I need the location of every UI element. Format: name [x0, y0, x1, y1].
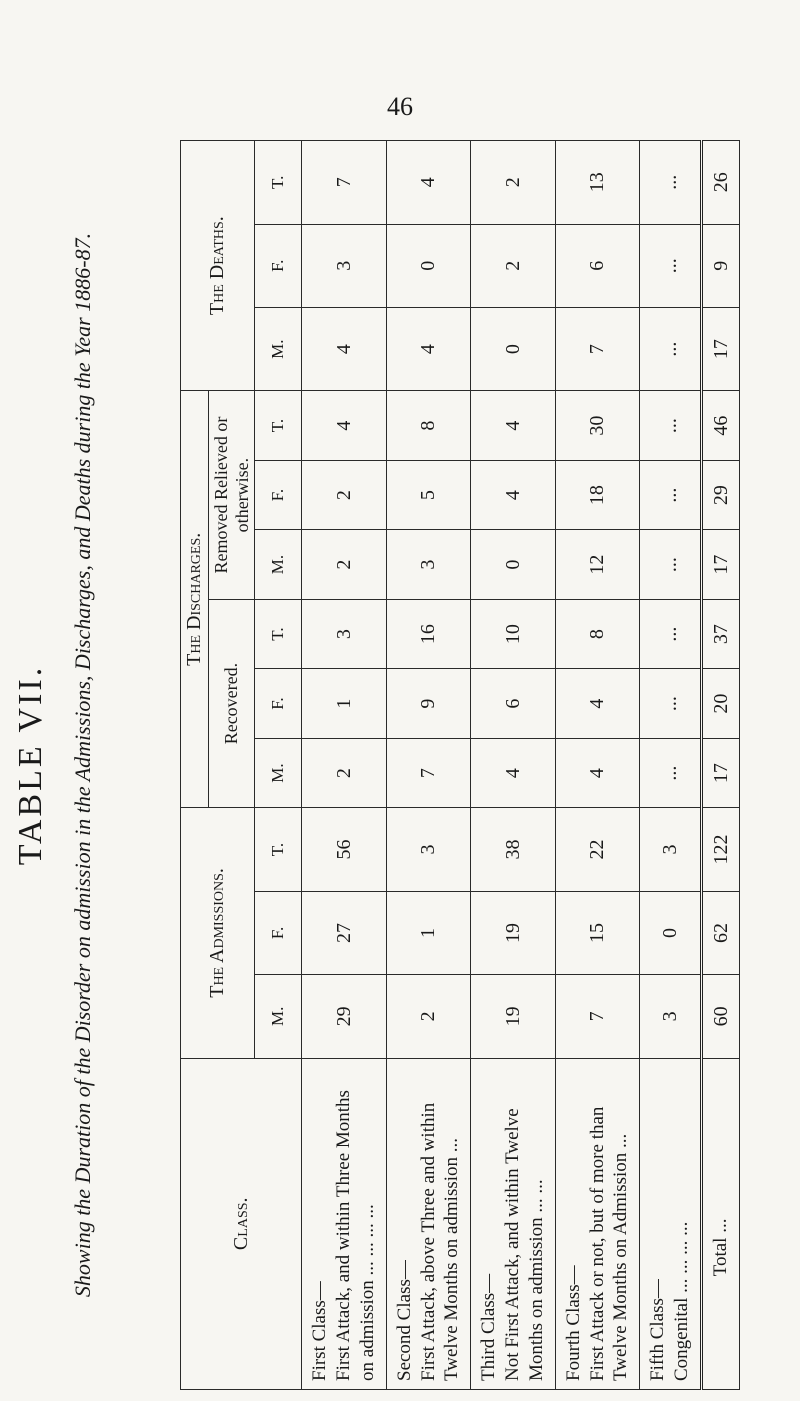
adm-f-total: 62 — [702, 891, 740, 974]
adm-m-total: 60 — [702, 975, 740, 1058]
rec-m-cell: 4 — [555, 738, 640, 808]
adm-f-cell: 19 — [471, 891, 556, 974]
adm-t-cell: 3 — [386, 808, 471, 891]
class-cell — [471, 1058, 556, 1389]
deaths-t-cell: 2 — [471, 141, 556, 225]
rem-f-cell: 4 — [471, 460, 556, 530]
class-title: Fifth Class— — [647, 1279, 669, 1381]
rec-f-cell: 9 — [386, 669, 471, 739]
deaths-t-header: T. — [255, 141, 302, 225]
rem-m-header: M. — [255, 530, 302, 600]
adm-t-total: 122 — [702, 808, 740, 891]
recovered-header: Recovered. — [209, 599, 255, 808]
rotated-table-region — [12, 140, 740, 1390]
total-row — [702, 141, 740, 1390]
deaths-m-total: 17 — [702, 307, 740, 390]
class-line: Months on admission ... ... — [525, 1179, 547, 1381]
deaths-t-cell: 4 — [386, 141, 471, 225]
adm-m-header: M. — [255, 975, 302, 1058]
rec-t-cell: ... — [640, 599, 702, 669]
adm-m-cell: 29 — [302, 975, 387, 1058]
rec-f-header: F. — [255, 669, 302, 739]
adm-f-cell: 27 — [302, 891, 387, 974]
table-row — [386, 141, 471, 1390]
rec-t-total: 37 — [702, 599, 740, 669]
deaths-f-total: 9 — [702, 224, 740, 307]
rec-t-cell: 8 — [555, 599, 640, 669]
deaths-t-total: 26 — [702, 141, 740, 225]
deaths-m-cell: 4 — [302, 307, 387, 390]
class-line: Twelve Months on Admission ... — [610, 1133, 632, 1381]
table-row — [302, 141, 387, 1390]
deaths-f-cell: 2 — [471, 224, 556, 307]
total-label: Total ... — [702, 1058, 740, 1389]
table-title: TABLE VII. — [12, 664, 49, 866]
rem-m-cell: 0 — [471, 530, 556, 600]
rec-t-header: T. — [255, 599, 302, 669]
adm-f-cell: 1 — [386, 891, 471, 974]
rec-t-cell: 16 — [386, 599, 471, 669]
rec-m-cell: ... — [640, 738, 702, 808]
table-row — [640, 141, 702, 1390]
class-title: Fourth Class— — [562, 1265, 584, 1381]
adm-m-cell: 3 — [640, 975, 702, 1058]
class-title: First Class— — [309, 1281, 331, 1381]
deaths-m-cell: 0 — [471, 307, 556, 390]
rem-t-header: T. — [255, 391, 302, 461]
class-header: Class. — [181, 1058, 302, 1389]
deaths-m-cell: 7 — [555, 307, 640, 390]
deaths-t-cell: 7 — [302, 141, 387, 225]
deaths-t-cell: ... — [640, 141, 702, 225]
class-line: Not First Attack, and within Twelve — [502, 1108, 524, 1381]
class-cell — [386, 1058, 471, 1389]
adm-t-cell: 56 — [302, 808, 387, 891]
table-row — [471, 141, 556, 1390]
deaths-m-cell: ... — [640, 307, 702, 390]
table-row — [555, 141, 640, 1390]
deaths-m-cell: 4 — [386, 307, 471, 390]
rem-t-total: 46 — [702, 391, 740, 461]
rem-t-cell: 4 — [471, 391, 556, 461]
deaths-f-cell: 6 — [555, 224, 640, 307]
adm-t-cell: 22 — [555, 808, 640, 891]
class-cell — [302, 1058, 387, 1389]
page-number: 46 — [387, 92, 413, 121]
adm-f-cell: 0 — [640, 891, 702, 974]
class-line: First Attack or not, but of more than — [586, 1106, 608, 1381]
rec-f-total: 20 — [702, 669, 740, 739]
rec-f-cell: 6 — [471, 669, 556, 739]
adm-m-cell: 19 — [471, 975, 556, 1058]
rem-f-cell: 18 — [555, 460, 640, 530]
rec-f-cell: ... — [640, 669, 702, 739]
class-line: Twelve Months on admission ... — [441, 1137, 463, 1381]
adm-m-cell: 2 — [386, 975, 471, 1058]
rem-t-cell: 8 — [386, 391, 471, 461]
adm-t-cell: 3 — [640, 808, 702, 891]
class-cell — [555, 1058, 640, 1389]
rem-m-cell: 12 — [555, 530, 640, 600]
deaths-t-cell: 13 — [555, 141, 640, 225]
rec-m-cell: 2 — [302, 738, 387, 808]
class-line: Congenital ... ... ... ... — [671, 1221, 693, 1381]
rem-m-total: 17 — [702, 530, 740, 600]
rec-m-total: 17 — [702, 738, 740, 808]
rec-m-header: M. — [255, 738, 302, 808]
rem-t-cell: 4 — [302, 391, 387, 461]
class-line: on admission ... ... ... ... — [356, 1204, 378, 1381]
class-title: Third Class— — [478, 1273, 500, 1381]
admissions-header: The Admissions. — [181, 808, 255, 1058]
rem-t-cell: 30 — [555, 391, 640, 461]
rec-m-cell: 7 — [386, 738, 471, 808]
rec-m-cell: 4 — [471, 738, 556, 808]
discharges-header: The Discharges. — [181, 391, 209, 808]
adm-f-cell: 15 — [555, 891, 640, 974]
adm-f-header: F. — [255, 891, 302, 974]
rem-f-total: 29 — [702, 460, 740, 530]
rem-f-cell: 2 — [302, 460, 387, 530]
deaths-f-header: F. — [255, 224, 302, 307]
rem-m-cell: 2 — [302, 530, 387, 600]
rec-f-cell: 1 — [302, 669, 387, 739]
statistics-table — [180, 140, 740, 1390]
table-subtitle: Showing the Duration of the Disorder on admission in the Admissions, Discharges, and Deaths during the Year 1886-87. — [70, 232, 95, 1298]
deaths-header: The Deaths. — [181, 141, 255, 391]
class-line: First Attack, and within Three Months — [333, 1090, 355, 1381]
removed-header: Removed Relieved or otherwise. — [209, 391, 255, 600]
rem-m-cell: 3 — [386, 530, 471, 600]
rem-f-cell: 5 — [386, 460, 471, 530]
adm-t-cell: 38 — [471, 808, 556, 891]
deaths-f-cell: ... — [640, 224, 702, 307]
rec-f-cell: 4 — [555, 669, 640, 739]
deaths-f-cell: 0 — [386, 224, 471, 307]
adm-m-cell: 7 — [555, 975, 640, 1058]
adm-t-header: T. — [255, 808, 302, 891]
rem-m-cell: ... — [640, 530, 702, 600]
rem-t-cell: ... — [640, 391, 702, 461]
rem-f-cell: ... — [640, 460, 702, 530]
deaths-f-cell: 3 — [302, 224, 387, 307]
rec-t-cell: 10 — [471, 599, 556, 669]
rec-t-cell: 3 — [302, 599, 387, 669]
rem-f-header: F. — [255, 460, 302, 530]
class-cell — [640, 1058, 702, 1389]
deaths-m-header: M. — [255, 307, 302, 390]
class-title: Second Class— — [393, 1260, 415, 1381]
class-line: First Attack, above Three and within — [417, 1102, 439, 1381]
